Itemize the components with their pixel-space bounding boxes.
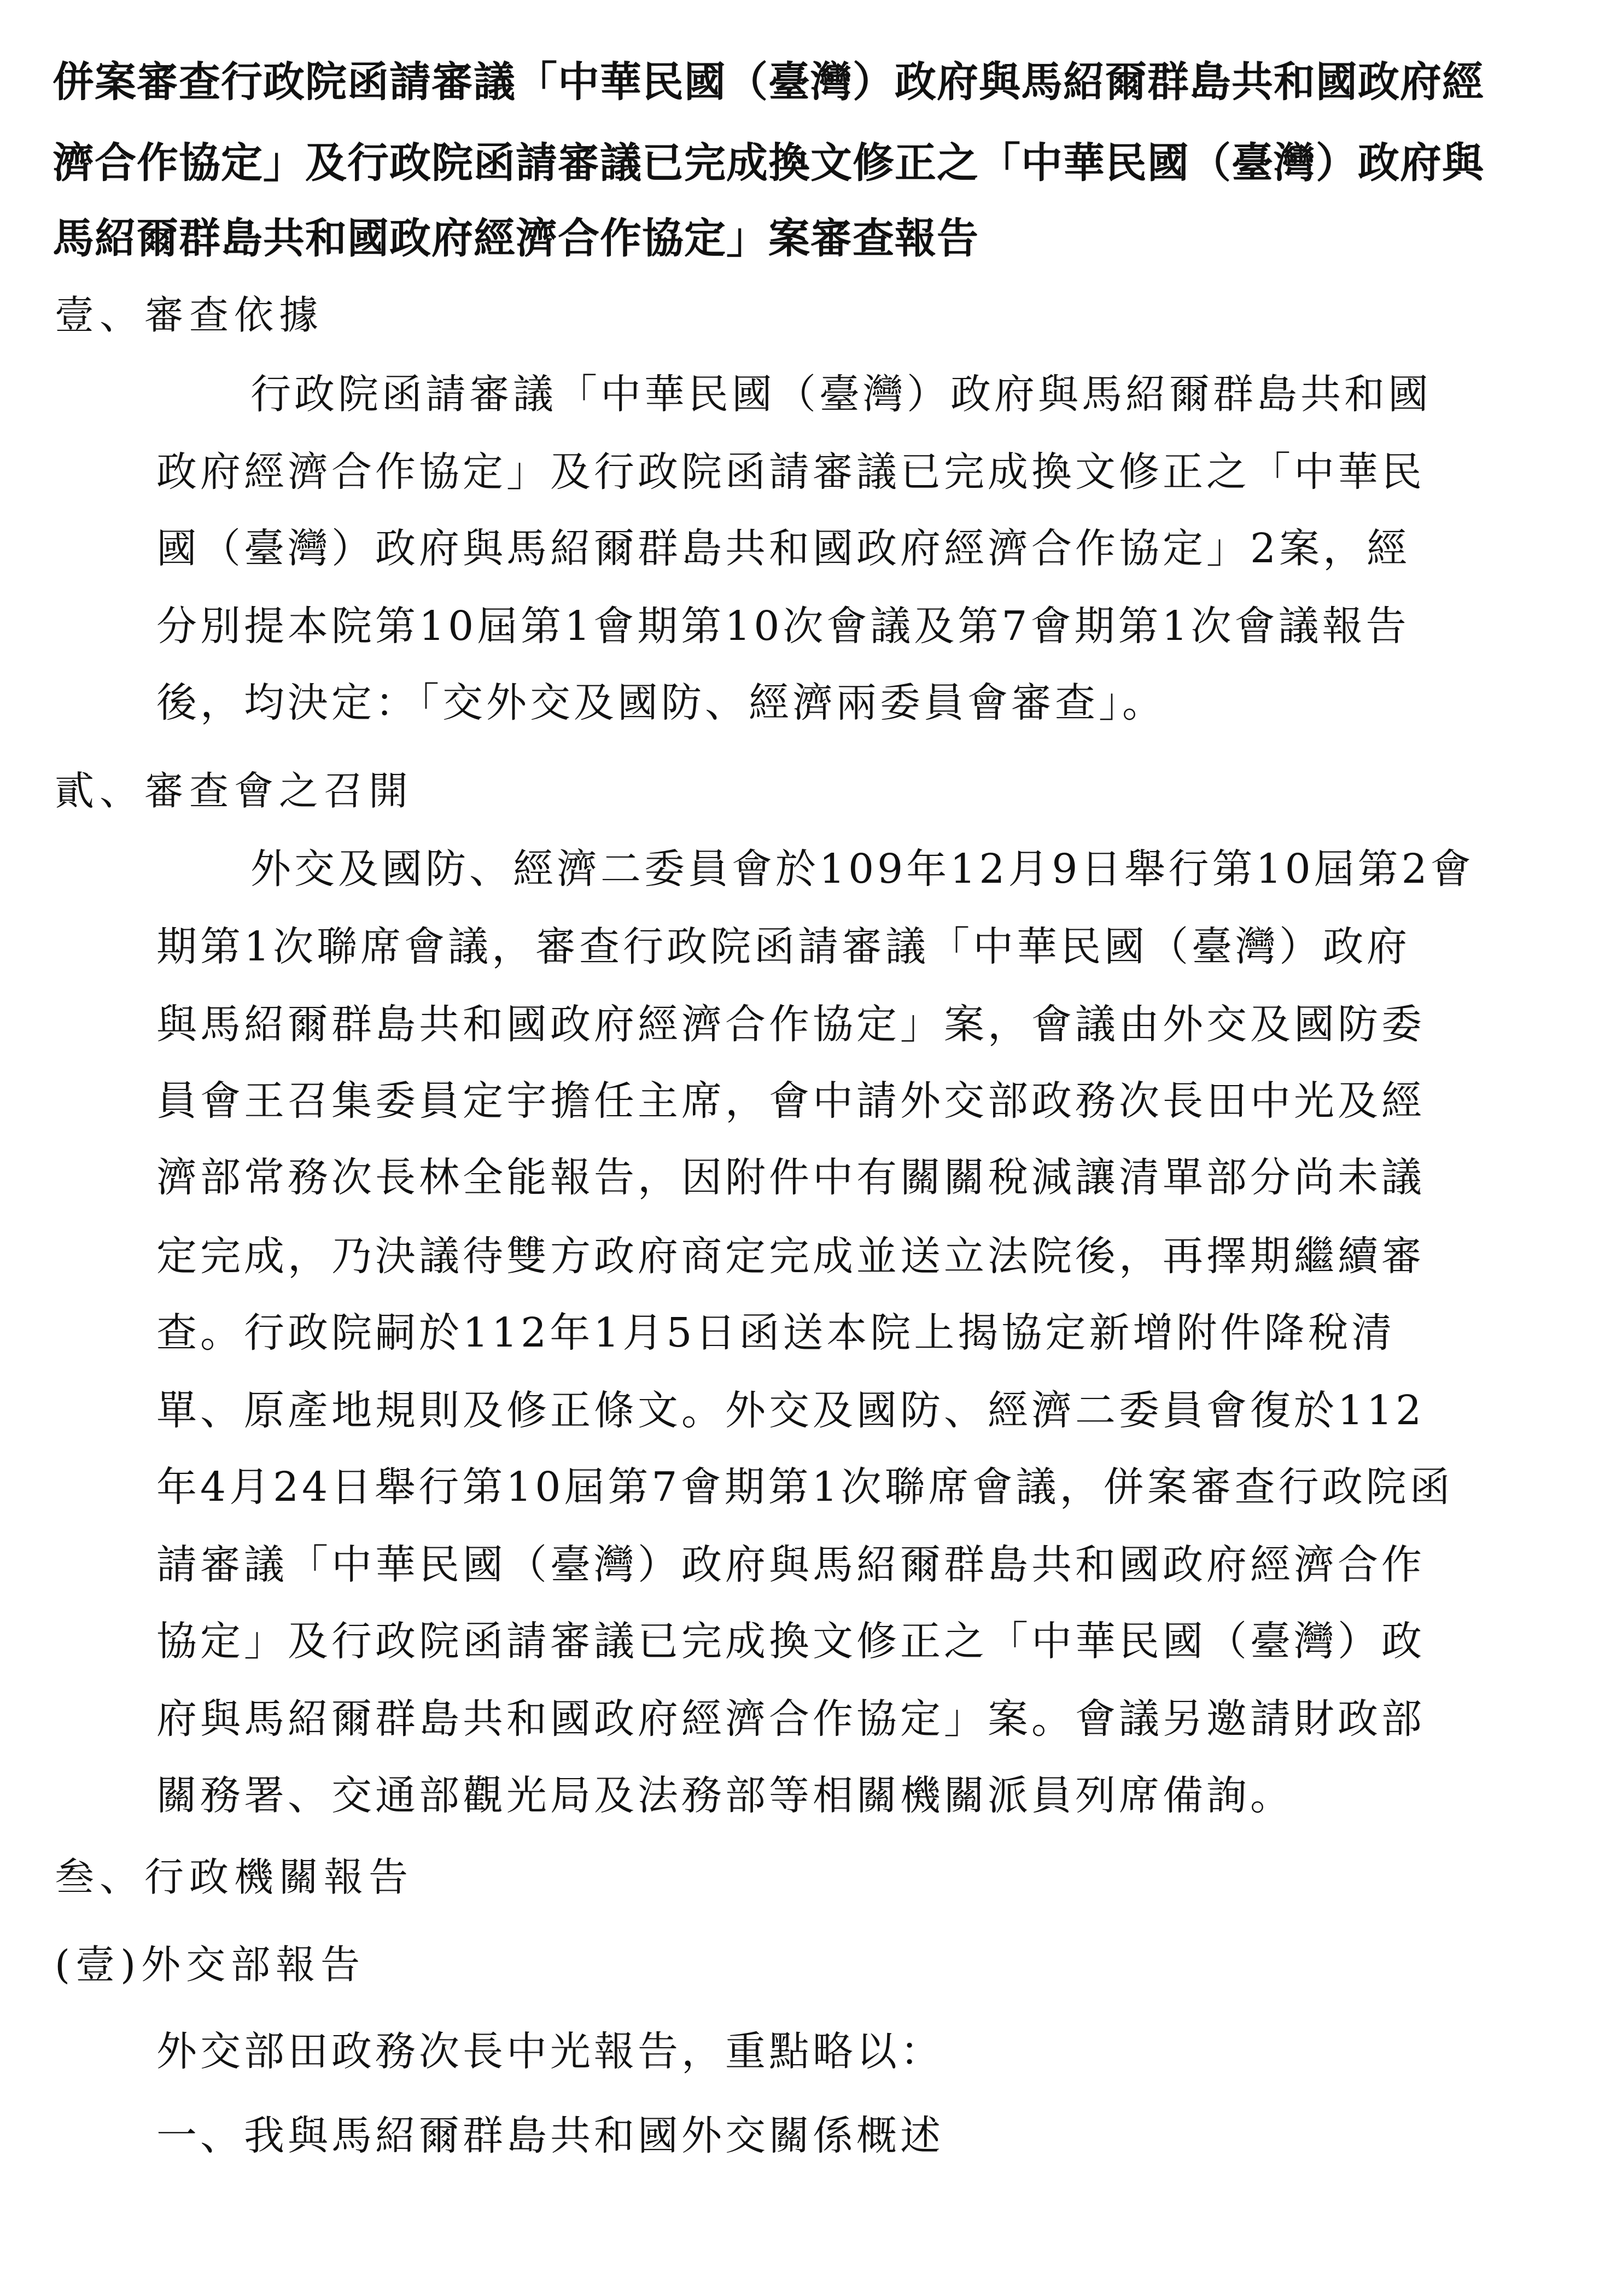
section-1-heading: 壹、審查依據 <box>55 292 324 338</box>
section-2-paragraph-line: 協定」及行政院函請審議已完成換文修正之「中華民國（臺灣）政 <box>156 1618 1425 1665</box>
section-2-paragraph-line: 請審議「中華民國（臺灣）政府與馬紹爾群島共和國政府經濟合作 <box>156 1541 1425 1588</box>
section-2-paragraph-line: 關務署、交通部觀光局及法務部等相關機關派員列席備詢。 <box>156 1772 1294 1819</box>
report-title-line-2: 濟合作協定」及行政院函請審議已完成換文修正之「中華民國（臺灣）政府與 <box>52 138 1484 187</box>
section-1-paragraph-line: 分別提本院第10屆第1會期第10次會議及第7會期第1次會議報告 <box>156 603 1410 650</box>
section-3-heading: 叁、行政機關報告 <box>55 1854 414 1900</box>
section-1-paragraph-line: 政府經濟合作協定」及行政院函請審議已完成換文修正之「中華民 <box>156 448 1425 496</box>
section-1-paragraph-line: 國（臺灣）政府與馬紹爾群島共和國政府經濟合作協定」2案，經 <box>156 525 1411 572</box>
section-2-heading: 貳、審查會之召開 <box>55 768 414 814</box>
section-2-paragraph-line: 期第1次聯席會議，審查行政院函請審議「中華民國（臺灣）政府 <box>156 923 1411 970</box>
section-3-paragraph-line: 一、我與馬紹爾群島共和國外交關係概述 <box>156 2112 944 2159</box>
section-2-paragraph-line: 員會王召集委員定宇擔任主席，會中請外交部政務次長田中光及經 <box>156 1077 1425 1124</box>
section-2-paragraph-line: 與馬紹爾群島共和國政府經濟合作協定」案，會議由外交及國防委 <box>156 1001 1425 1048</box>
section-2-paragraph-line: 單、原產地規則及修正條文。外交及國防、經濟二委員會復於112 <box>156 1387 1425 1434</box>
section-3-paragraph-line: 外交部田政務次長中光報告，重點略以： <box>156 2028 944 2075</box>
section-2-paragraph-line: 外交及國防、經濟二委員會於109年12月9日舉行第10屆第2會 <box>250 846 1474 893</box>
report-title-line-3: 馬紹爾群島共和國政府經濟合作協定」案審查報告 <box>52 214 979 263</box>
section-1-paragraph-line: 行政院函請審議「中華民國（臺灣）政府與馬紹爾群島共和國 <box>250 371 1432 418</box>
section-2-paragraph-line: 定完成，乃決議待雙方政府商定完成並送立法院後，再擇期繼續審 <box>156 1233 1425 1280</box>
section-1-paragraph-line: 後，均決定：「交外交及國防、經濟兩委員會審查」。 <box>156 679 1166 726</box>
section-2-paragraph-line: 府與馬紹爾群島共和國政府經濟合作協定」案。會議另邀請財政部 <box>156 1695 1425 1743</box>
section-2-paragraph-line: 年4月24日舉行第10屆第7會期第1次聯席會議，併案審查行政院函 <box>156 1464 1454 1511</box>
section-3-subheading: (壹)外交部報告 <box>55 1942 366 1988</box>
report-title-line-1: 併案審查行政院函請審議「中華民國（臺灣）政府與馬紹爾群島共和國政府經 <box>52 57 1484 106</box>
section-2-paragraph-line: 查。行政院嗣於112年1月5日函送本院上揭協定新增附件降稅清 <box>156 1309 1396 1356</box>
section-2-paragraph-line: 濟部常務次長林全能報告，因附件中有關關稅減讓清單部分尚未議 <box>156 1154 1425 1201</box>
